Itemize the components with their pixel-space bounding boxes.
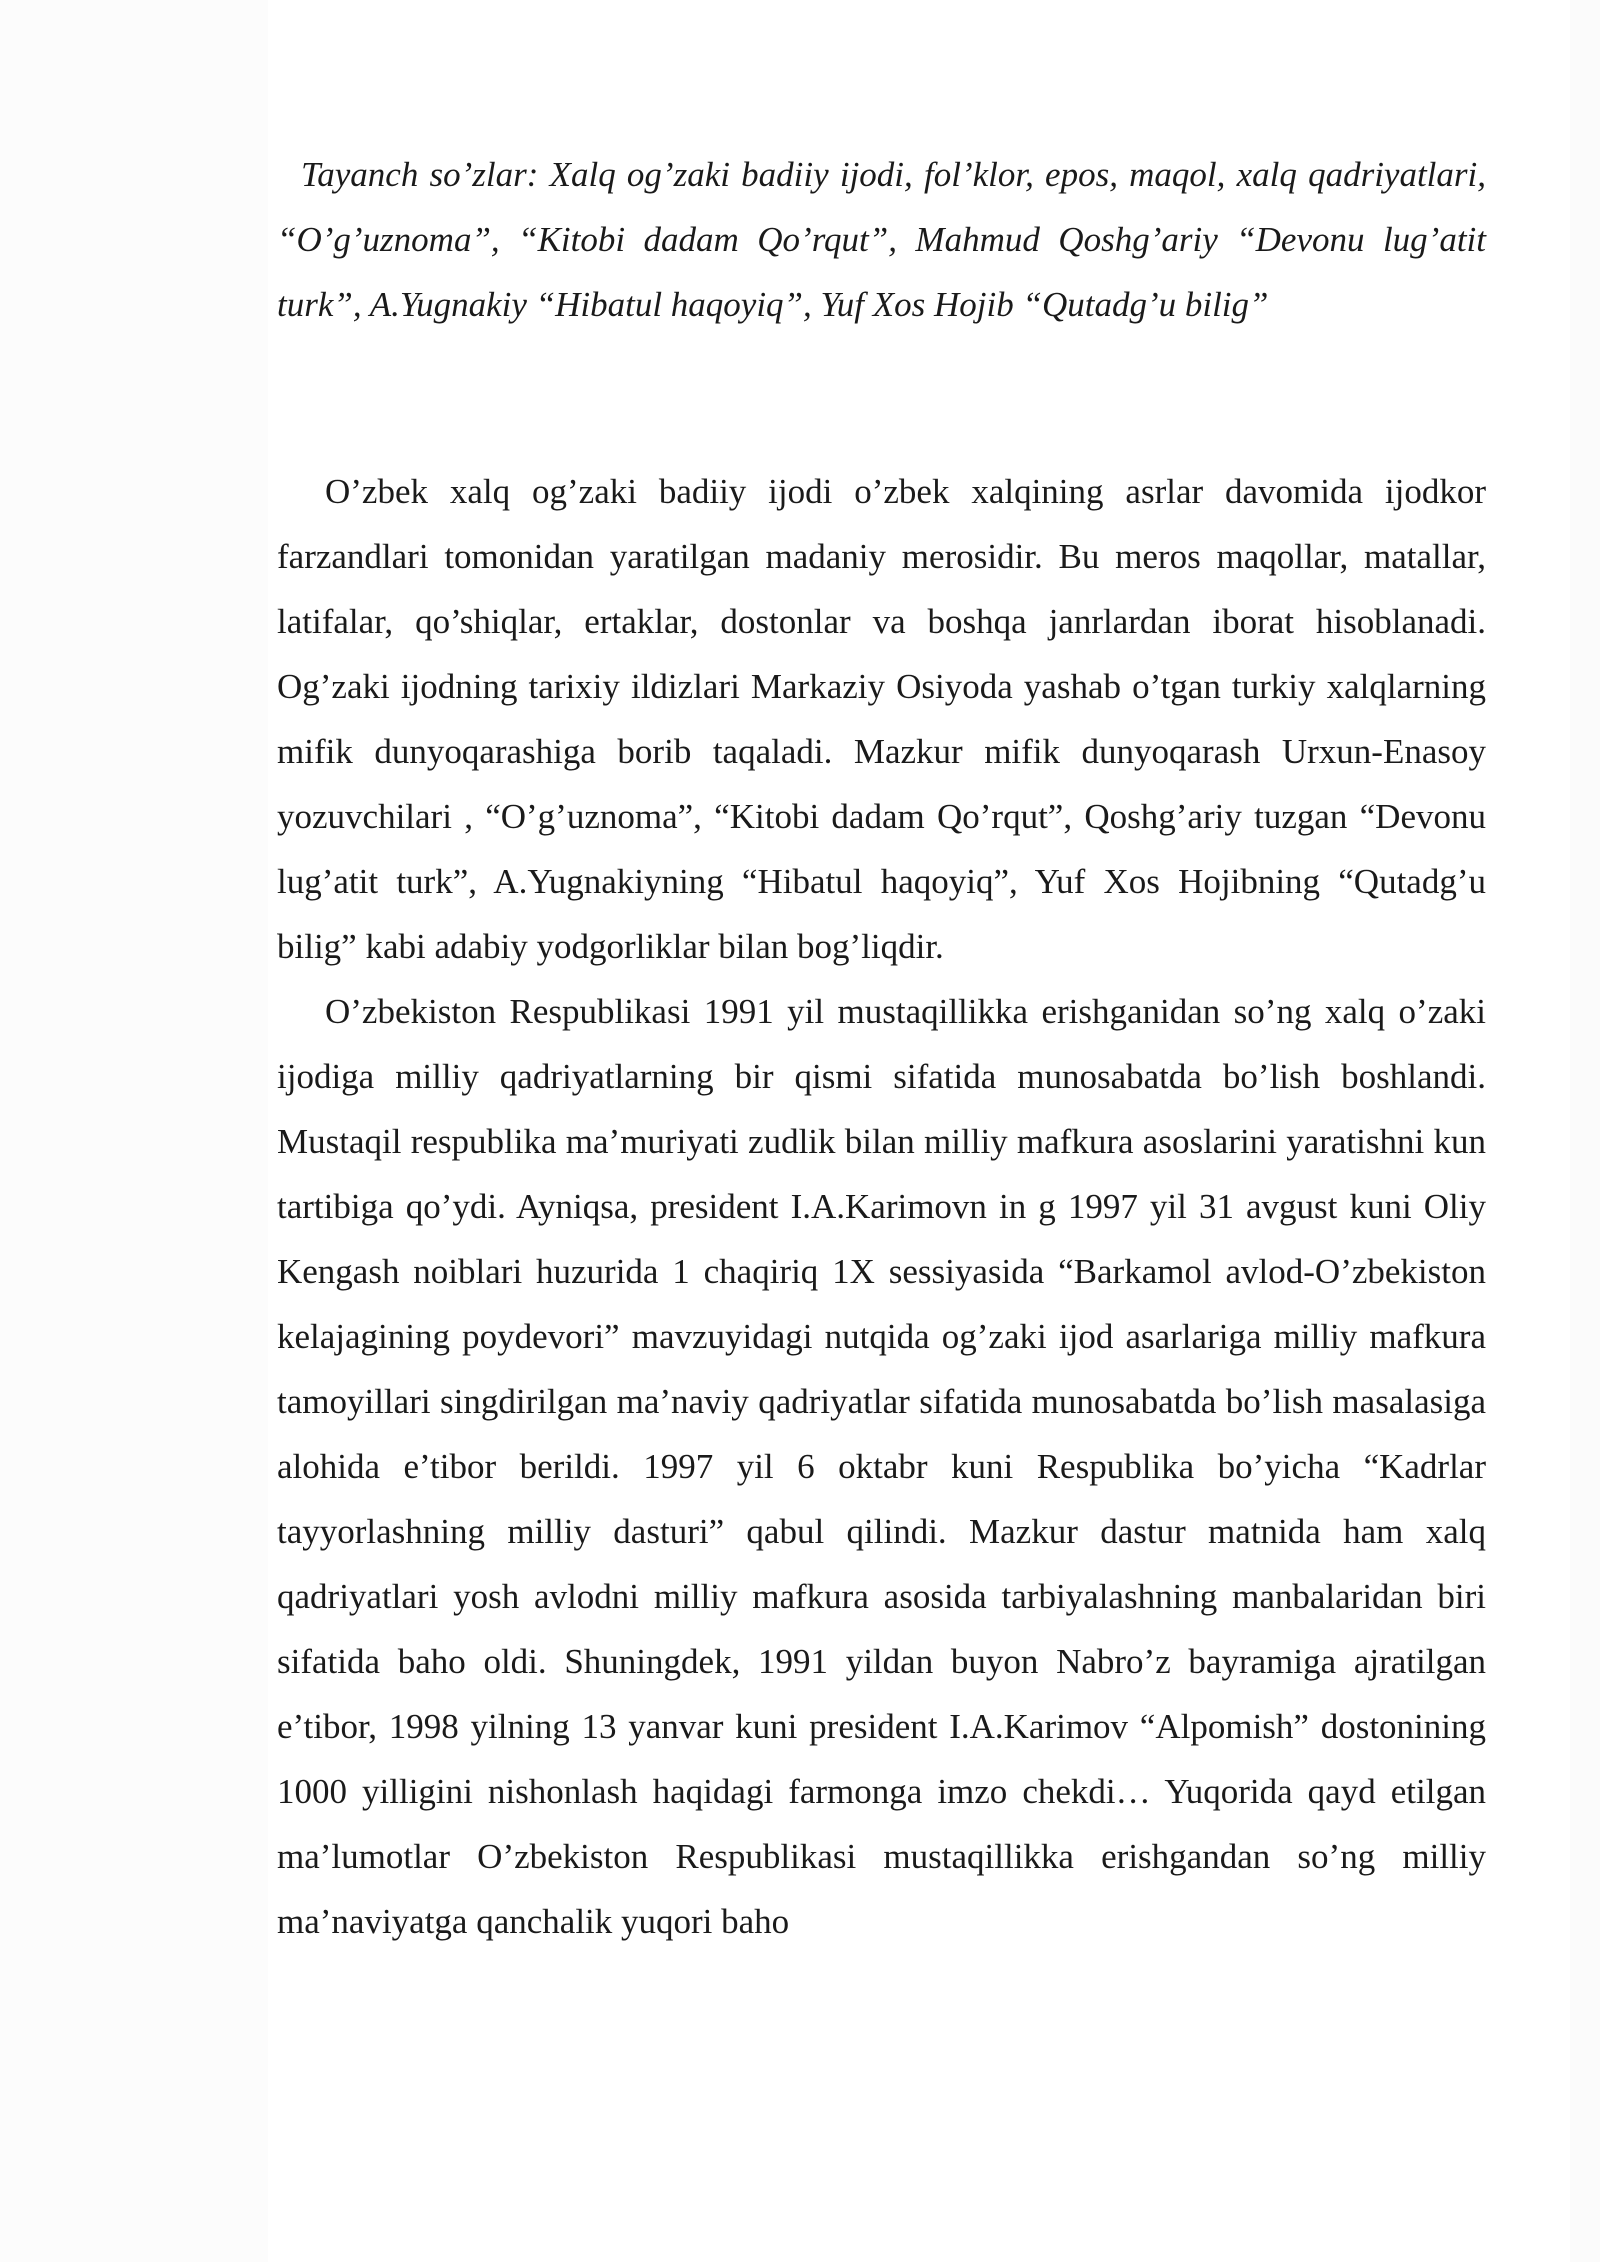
keywords-paragraph: Tayanch so’zlar: Xalq og’zaki badiiy ijodi, fol’klor, epos, maqol, xalq qadriyatlari, “O’g’uznoma”, “Kitobi dadam Qo’rqut”, Mahmud Qoshg’ariy “Devonu lug’atit turk”, A.Yugnakiy “Hibatul haqoyiq”, Yuf Xos Hojib “Qutadg’u bilig” [277, 155, 1486, 324]
paragraph-2: O’zbekiston Respublikasi 1991 yil mustaqillikka erishganidan so’ng xalq o’zaki ijodiga milliy qadriyatlarning bir qismi sifatida munosabatda bo’lish boshlandi. Mustaqil respublika ma’muriyati zudlik bilan milliy mafkura asoslarini yaratishni kun tartibiga qo’ydi. Ayniqsa, president I.A.Karimovn in g 1997 yil 31 avgust kuni Oliy Kengash noiblari huzurida 1 chaqiriq 1X sessiyasida “Barkamol avlod-O’zbekiston kelajagining poydevori” mavzuyidagi nutqida og’zaki ijod asarlariga milliy mafkura tamoyillari singdirilgan ma’naviy qadriyatlar sifatida munosabatda bo’lish masalasiga alohida e’tibor berildi. 1997 yil 6 oktabr kuni Respublika bo’yicha “Kadrlar tayyorlashning milliy dasturi” qabul qilindi. Mazkur dastur matnida ham xalq qadriyatlari yosh avlodni milliy mafkura asosida tarbiyalashning manbalaridan biri sifatida baho oldi. Shuningdek, 1991 yildan buyon Nabro’z bayramiga ajratilgan e’tibor, 1998 yilning 13 yanvar kuni president I.A.Karimov “Alpomish” dostonining 1000 yilligini nishonlash haqidagi farmonga imzo chekdi… Yuqorida qayd etilgan ma’lumotlar O’zbekiston Respublikasi mustaqillikka erishgandan so’ng milliy ma’naviyatga qanchalik yuqori baho [277, 992, 1486, 1941]
keywords-block [277, 142, 1486, 337]
body-text [277, 459, 1486, 1954]
paragraph-1: O’zbek xalq og’zaki badiiy ijodi o’zbek xalqining asrlar davomida ijodkor farzandlari tomonidan yaratilgan madaniy merosidir. Bu meros maqollar, matallar, latifalar, qo’shiqlar, ertaklar, dostonlar va boshqa janrlardan iborat hisoblanadi. Og’zaki ijodning tarixiy ildizlari Markaziy Osiyoda yashab o’tgan turkiy xalqlarning mifik dunyoqarashiga borib taqaladi. Mazkur mifik dunyoqarash Urxun-Enasoy yozuvchilari , “O’g’uznoma”, “Kitobi dadam Qo’rqut”, Qoshg’ariy tuzgan “Devonu lug’atit turk”, A.Yugnakiyning “Hibatul haqoyiq”, Yuf Xos Hojibning “Qutadg’u bilig” kabi adabiy yodgorliklar bilan bog’liqdir. [277, 472, 1486, 966]
left-margin [0, 0, 268, 2262]
right-margin [1570, 0, 1600, 2262]
